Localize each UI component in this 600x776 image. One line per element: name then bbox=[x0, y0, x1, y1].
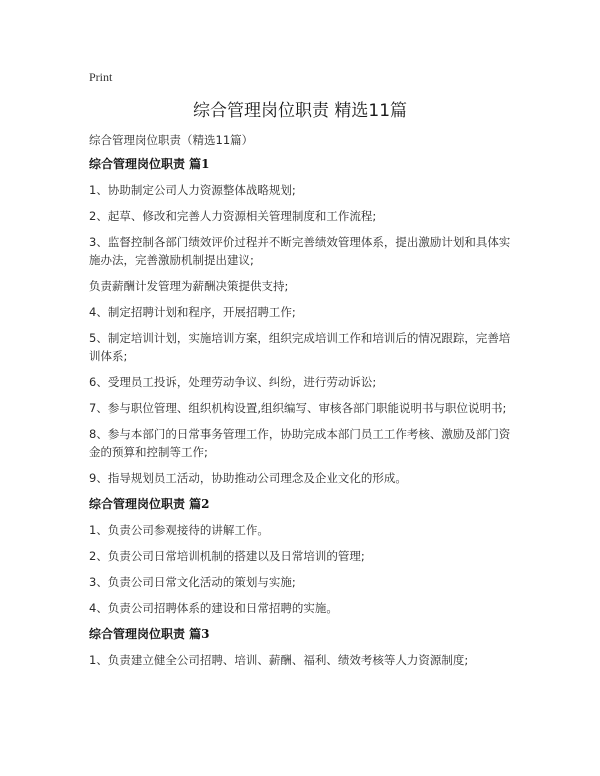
list-item: 1、负责建立健全公司招聘、培训、薪酬、福利、绩效考核等人力资源制度; bbox=[89, 653, 469, 667]
section-1 bbox=[89, 155, 511, 487]
list-item: 2、负责公司日常培训机制的搭建以及日常培训的管理; bbox=[89, 549, 365, 563]
list-item: 1、协助制定公司人力资源整体战略规划; bbox=[89, 183, 296, 197]
document-subtitle: 综合管理岗位职责（精选11篇） bbox=[89, 133, 254, 147]
list-item: 2、起草、修改和完善人力资源相关管理制度和工作流程; bbox=[89, 209, 377, 223]
section-heading: 综合管理岗位职责 篇3 bbox=[89, 627, 210, 641]
section-heading: 综合管理岗位职责 篇2 bbox=[89, 497, 210, 511]
section-heading: 综合管理岗位职责 篇1 bbox=[89, 157, 210, 171]
print-link[interactable]: Print bbox=[89, 70, 113, 84]
list-item: 8、参与本部门的日常事务管理工作，协助完成本部门员工工作考核、激励及部门资金的预算和控制等工作; bbox=[89, 427, 511, 459]
document-title: 综合管理岗位职责 精选11篇 bbox=[192, 101, 408, 121]
list-item: 负责薪酬计发管理为薪酬决策提供支持; bbox=[89, 279, 289, 293]
list-item: 9、指导规划员工活动，协助推动公司理念及企业文化的形成。 bbox=[89, 471, 407, 485]
list-item: 7、参与职位管理、组织机构设置,组织编写、审核各部门职能说明书与职位说明书; bbox=[89, 401, 507, 415]
list-item: 1、负责公司参观接待的讲解工作。 bbox=[89, 523, 269, 537]
section-2 bbox=[89, 495, 511, 617]
list-item: 6、受理员工投诉，处理劳动争议、纠纷，进行劳动诉讼; bbox=[89, 375, 377, 389]
document-body bbox=[89, 131, 511, 677]
section-3 bbox=[89, 625, 511, 669]
list-item: 4、制定招聘计划和程序，开展招聘工作; bbox=[89, 305, 296, 319]
list-item: 3、负责公司日常文化活动的策划与实施; bbox=[89, 575, 296, 589]
list-item: 3、监督控制各部门绩效评价过程并不断完善绩效管理体系，提出激励计划和具体实施办法，完善激励机制提出建议; bbox=[89, 235, 511, 267]
list-item: 5、制定培训计划，实施培训方案，组织完成培训工作和培训后的情况跟踪，完善培训体系; bbox=[89, 331, 511, 363]
list-item: 4、负责公司招聘体系的建设和日常招聘的实施。 bbox=[89, 601, 338, 615]
